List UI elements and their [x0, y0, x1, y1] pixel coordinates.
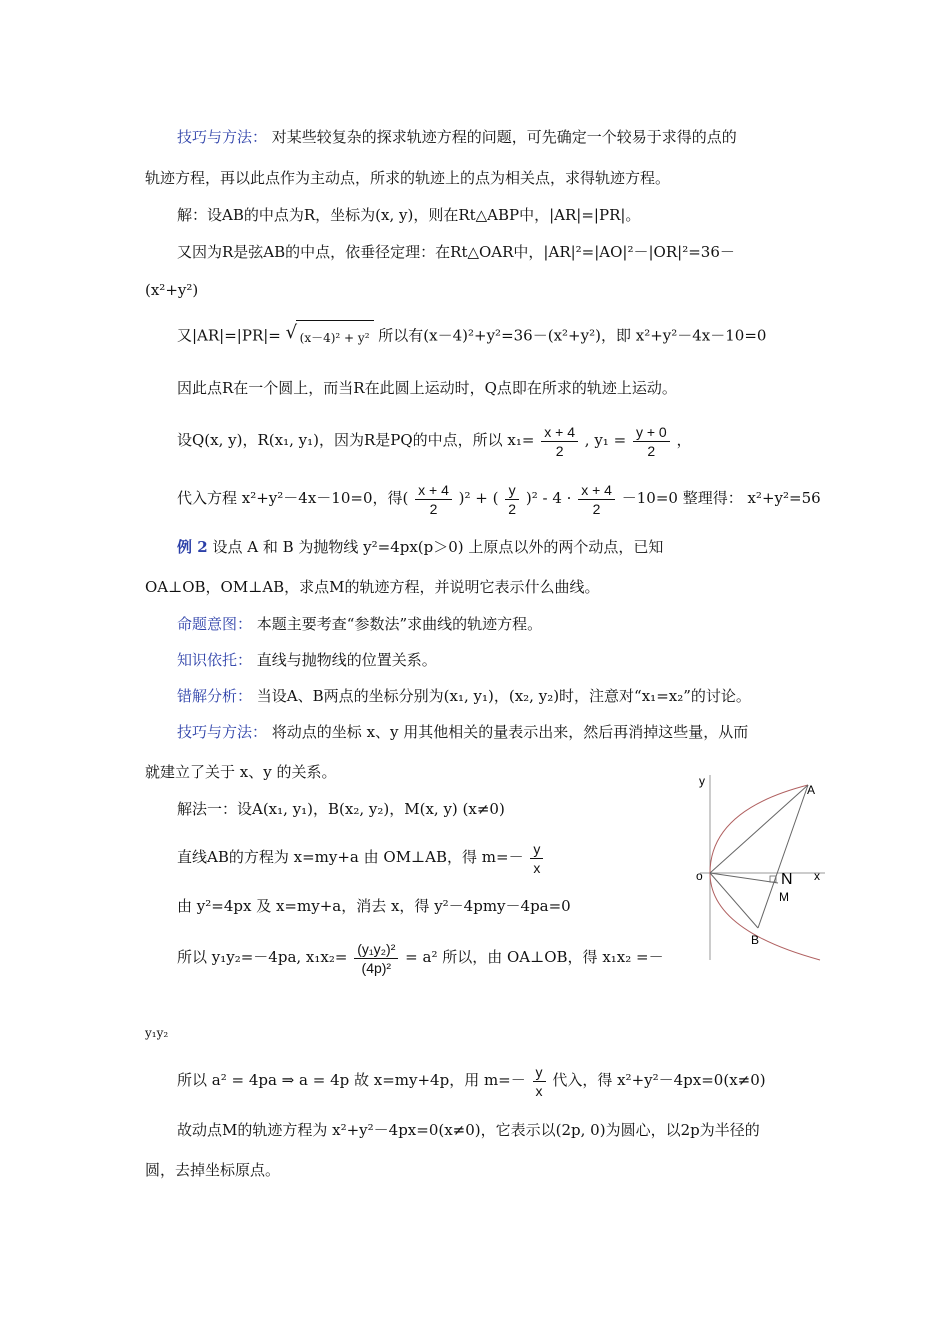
line-10: 例 2 设点 A 和 B 为抛物线 y²=4px(p＞0) 上原点以外的两个动点，已知 [177, 538, 664, 556]
line-13: 知识依托： 直线与抛物线的位置关系。 [177, 651, 437, 669]
segment-om [710, 873, 778, 883]
fraction: $\frac{x + 4}{2}$ [415, 481, 452, 518]
line-20: 所以 y₁y₂=－4pa, x₁x₂= $\frac{\text{(y₁y₂)²}}{\text{(4p)²}}$ = a² 所以，由 OA⊥OB，得 x₁x₂ =－ [177, 940, 664, 976]
line-21: y₁y₂ [145, 1026, 169, 1040]
line-23: 故动点M的轨迹方程为 x²+y²－4px=0(x≠0)，它表示以(2p, 0)为圆心，以2p为半径的 [177, 1121, 760, 1139]
segment-ab [758, 785, 808, 928]
label-b: B [751, 933, 760, 947]
line-14: 错解分析： 当设A、B两点的坐标分别为(x₁, y₁)，(x₂, y₂)时，注意对“x₁=x₂”的讨论。 [177, 687, 751, 705]
label-x: x [814, 869, 820, 883]
line-18: 直线AB的方程为 x=my+a 由 OM⊥AB，得 m=－ $\frac{y}{x}$ [177, 835, 545, 879]
label-o: o [696, 869, 703, 883]
example-label: 例 2 [177, 538, 208, 556]
line-5: (x²+y²) [145, 281, 199, 299]
line-17: 解法一：设A(x₁, y₁)，B(x₂, y₂)，M(x, y) (x≠0) [177, 800, 505, 818]
fraction: $\frac{y}{x}$ [533, 1063, 546, 1100]
line-3: 解：设AB的中点为R，坐标为(x, y)，则在Rt△ABP中，|AR|=|PR|。 [177, 206, 641, 224]
parabola-diagram [690, 770, 830, 970]
line-4: 又因为R是弦AB的中点，依垂径定理：在Rt△OAR中，|AR|²=|AO|²－|OR|²=36－ [177, 243, 735, 261]
fraction: $\frac{\text{(y₁y₂)²}}{\text{(4p)²}}$ [354, 940, 398, 977]
fraction: $\frac{x + 4}{2}$ [578, 481, 615, 518]
fraction: $\frac{y}{2}$ [505, 481, 519, 518]
label-m: M [779, 890, 789, 904]
line-2: 轨迹方程，再以此点作为主动点，所求的轨迹上的点为相关点，求得轨迹方程。 [145, 169, 671, 187]
line-24: 圆，去掉坐标原点。 [145, 1161, 281, 1179]
line-6: 又|AR|=|PR|= √ (x－4)² + y² 所以有(x－4)²+y²=36－(x²+y²)，即 x²+y²－4x－10=0 [177, 320, 766, 353]
label-a: A [807, 783, 816, 797]
line-1 [177, 127, 737, 147]
sqrt-expr: √ (x－4)² + y² [286, 320, 374, 353]
line-7: 因此点R在一个圆上，而当R在此圆上运动时，Q点即在所求的轨迹上运动。 [177, 379, 677, 397]
fraction: $\frac{y + 0}{2}$ [633, 423, 670, 460]
line-19: 由 y²=4px 及 x=my+a，消去 x，得 y²－4pmy－4pa=0 [177, 897, 571, 915]
line-15: 技巧与方法： 将动点的坐标 x、y 用其他相关的量表示出来，然后再消掉这些量，从而 [177, 723, 749, 741]
label-n: N [781, 871, 793, 888]
segment-oa [710, 785, 808, 873]
line-8: 设Q(x, y)，R(x₁, y₁)，因为R是PQ的中点，所以 x₁= $\frac{x + 4}{2}$ , y₁ = $\frac{y + 0}{2}$ ， [177, 423, 692, 459]
text: 对某些较复杂的探求轨迹方程的问题，可先确定一个较易于求得的点的 [271, 128, 737, 146]
fraction: $\frac{x + 4}{2}$ [541, 423, 578, 460]
line-9: 代入方程 x²+y²－4x－10=0，得( $\frac{x + 4}{2}$ )² + ( $\frac{y}{2}$ )² - 4 · $\frac{x + 4}{2}$ －10=0 整理得： x²+y²=56 [177, 481, 821, 517]
line-12: 命题意图： 本题主要考查“参数法”求曲线的轨迹方程。 [177, 615, 543, 633]
label-technique: 技巧与方法： [177, 128, 268, 146]
label-y: y [699, 774, 705, 788]
line-16: 就建立了关于 x、y 的关系。 [145, 763, 337, 781]
fraction: $\frac{y}{x}$ [530, 840, 543, 877]
line-11: OA⊥OB，OM⊥AB，求点M的轨迹方程，并说明它表示什么曲线。 [145, 578, 600, 596]
line-22: 所以 a² = 4pa ⇒ a = 4p 故 x=my+4p，用 m=－ $\frac{y}{x}$ 代入，得 x²+y²－4px=0(x≠0) [177, 1063, 766, 1099]
